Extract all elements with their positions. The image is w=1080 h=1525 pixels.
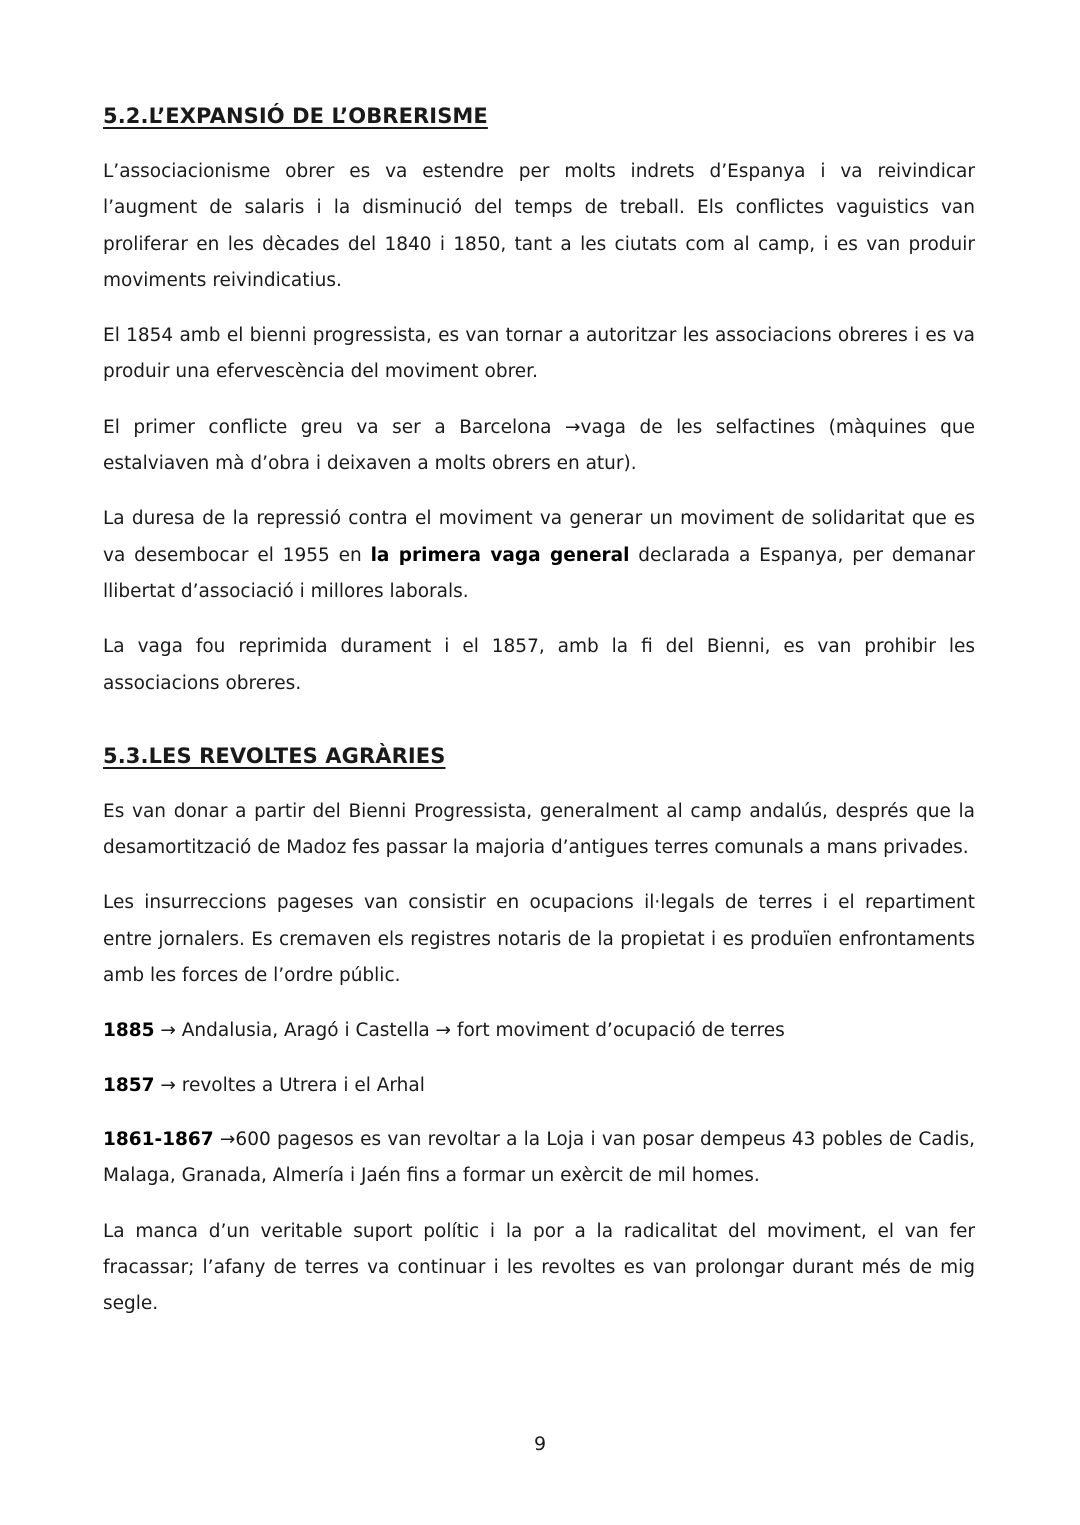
- section-title-revoltes: 5.3.LES REVOLTES AGRÀRIES: [103, 743, 446, 768]
- paragraph-vaga-reprimida: La vaga fou reprimida durament i el 1857, amb la fi del Bienni, es van prohibir les associacions obreres.: [103, 636, 975, 694]
- event-1885: [103, 1013, 975, 1049]
- paragraph-bienni-progressista: Es van donar a partir del Bienni Progressista, generalment al camp andalús, després que la desamortització de Madoz fes passar la majoria d’antigues terres comunals a mans privades.: [103, 800, 975, 859]
- event-year: 1861-1867: [103, 1128, 214, 1150]
- paragraph-closing: La manca d’un veritable suport polític i la por a la radicalitat del moviment, el van fer fracassar; l’afany de terres va continuar i les revoltes es van prolongar durant més de mig segle.: [103, 1220, 975, 1315]
- event-1857: [103, 1068, 975, 1104]
- event-year: 1885: [103, 1020, 155, 1042]
- event-text: → revoltes a Utrera i el Arhal: [154, 1074, 425, 1096]
- paragraph-duresa-repressio: [103, 501, 975, 610]
- page-number: 9: [533, 1433, 547, 1455]
- text-span: La duresa de la repressió contra el moviment va generar un moviment de solidaritat que es va desembocar el 1955 en: [103, 508, 975, 566]
- paragraph-bienni-1854: El 1854 amb el bienni progressista, es van tornar a autoritzar les associacions obreres i es va produir una efervescència del moviment obrer.: [103, 325, 975, 383]
- event-text: →600 pagesos es van revoltar a la Loja i van posar dempeus 43 pobles de Cadis, Malaga, Granada, Almería i Jaén fins a formar un exèrcit de mil homes.: [103, 1128, 975, 1187]
- event-text: → Andalusia, Aragó i Castella → fort moviment d’ocupació de terres: [154, 1020, 785, 1042]
- paragraph-primer-conflicte: El primer conflicte greu va ser a Barcelona →vaga de les selfactines (màquines que estalviaven mà d’obra i deixaven a molts obrers en atur).: [103, 416, 975, 475]
- event-year: 1857: [103, 1074, 155, 1096]
- text-span: declarada a Espanya, per demanar llibertat d’associació i millores laborals.: [103, 544, 975, 602]
- paragraph-insurreccions: Les insurreccions pageses van consistir en ocupacions il·legals de terres i el repartiment entre jornalers. Es cremaven els registres notaris de la propietat i es produïen enfrontaments amb les forces de l’ordre públic.: [103, 892, 975, 987]
- section-title-obrerisme: 5.2.L’EXPANSIÓ DE L’OBRERISME: [103, 104, 488, 128]
- bold-text-vaga-general: la primera vaga general: [370, 544, 630, 566]
- document-page: [103, 100, 975, 1341]
- event-1861-1867: [103, 1122, 975, 1195]
- paragraph-associacionisme: L’associacionisme obrer es va estendre per molts indrets d’Espanya i va reivindicar l’augment de salaris i la disminució del temps de treball. Els conflictes vaguistics van proliferar en les dècades del 1840 i 1850, tant a les ciutats com al camp, i es van produir moviments reivindicatius.: [103, 161, 975, 291]
